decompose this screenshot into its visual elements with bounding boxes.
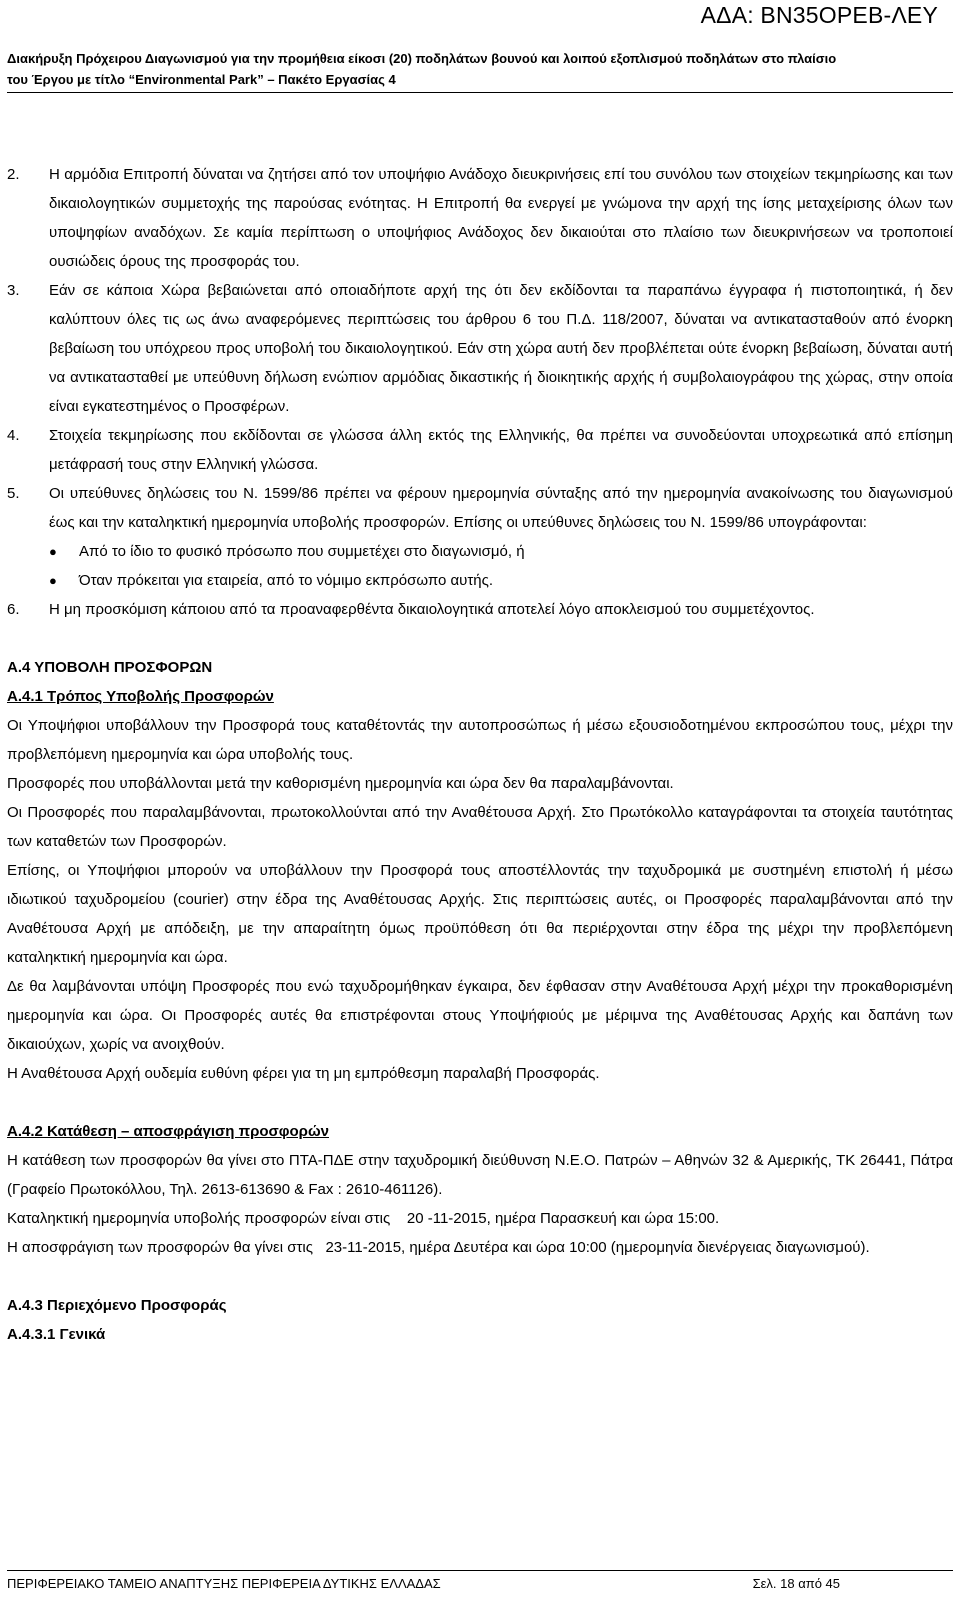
item-text: Εάν σε κάποια Χώρα βεβαιώνεται από οποιαδήποτε αρχή της ότι δεν εκδίδονται τα παραπάνω έγγραφα ή πιστοποιητικά, ή δεν καλύπτουν όλες τις ως άνω αναφερόμενες περιπτώσεις του άρθρου 6 του Π.Δ. 118/2007, δύναται να αντικατασταθούν από ένορκη βεβαίωση του υπόχρεου προς υποβολή του δικαιολογητικού. Εάν στη χώρα αυτή δεν προβλέπεται ούτε ένορκη βεβαίωση, δύναται αυτή να αντικατασταθεί με υπεύθυνη δήλωση ενώπιον αρμόδιας δικαστικής ή διοικητικής αρχής ή συμβολαιογράφου της χώρας, στην οποία είναι εγκατεστημένος ο Προσφέρων. [49,282,953,415]
bullet-icon: ● [49,544,57,559]
item-number: 2. [7,166,20,183]
paragraph: Καταληκτική ημερομηνία υποβολής προσφορών είναι στις 20 -11-2015, ημέρα Παρασκευή και ώρα 15:00. [7,1210,720,1227]
document-body [7,160,953,1349]
spacer [7,1262,953,1291]
item-number: 6. [7,601,20,618]
item-text: Η αρμόδια Επιτροπή δύναται να ζητήσει από τον υποψήφιο Ανάδοχο διευκρινήσεις επί του συνόλου των στοιχείων τεκμηρίωσης και των δικαιολογητικών συμμετοχής της παρούσας ενότητας. Η Επιτροπή θα ενεργεί με γνώμονα την αρχή της ίσης μεταχείρισης όλων των υποψηφίων αναδόχων. Σε καμία περίπτωση ο υποψήφιος Ανάδοχος δεν δικαιούται στο πλαίσιο των διευκρινήσεων να τροποποιεί ουσιώδεις όρους της προσφοράς του. [49,166,953,270]
footer-divider [7,1570,953,1571]
numbered-item [7,276,953,421]
bullet-item [7,566,953,595]
spacer [7,624,953,653]
item-text: Η μη προσκόμιση κάποιου από τα προαναφερθέντα δικαιολογητικά αποτελεί λόγο αποκλεισμού του συμμετέχοντος. [49,601,815,618]
header-title-line-2: του Έργου με τίτλο “Environmental Park” – Πακέτο Εργασίας 4 [7,72,396,87]
subsection-heading: Α.4.3 Περιεχόμενο Προσφοράς [7,1297,227,1314]
numbered-item [7,160,953,276]
subsection-heading: Α.4.1 Τρόπος Υποβολής Προσφορών [7,688,274,705]
paragraph: Η κατάθεση των προσφορών θα γίνει στο ΠΤΑ-ΠΔΕ στην ταχυδρομική διεύθυνση Ν.Ε.Ο. Πατρών – Αθηνών 32 & Αμερικής, ΤΚ 26441, Πάτρα (Γραφείο Πρωτοκόλλου, Τηλ. 2613-613690 & Fax : 2610-461126). [7,1152,953,1198]
paragraph: Οι Προσφορές που παραλαμβάνονται, πρωτοκολλούνται από την Αναθέτουσα Αρχή. Στο Πρωτόκολλο καταγράφονται τα στοιχεία ταυτότητας των καταθετών των Προσφορών. [7,804,953,850]
subsection-heading: Α.4.3.1 Γενικά [7,1326,106,1343]
numbered-item [7,479,953,537]
paragraph: Δε θα λαμβάνονται υπόψη Προσφορές που ενώ ταχυδρομήθηκαν έγκαιρα, δεν έφθασαν στην Αναθέτουσα Αρχή μέχρι την προκαθορισμένη ημερομηνία και ώρα. Οι Προσφορές αυτές θα επιστρέφονται στους Υποψήφιούς με μέριμνα της Αναθέτουσας Αρχής και δαπάνη των δικαιούχων, χωρίς να ανοιχθούν. [7,978,953,1053]
subsection-heading: Α.4.2 Κατάθεση – αποσφράγιση προσφορών [7,1123,329,1140]
document-header [7,48,953,90]
paragraph: Οι Υποψήφιοι υποβάλλουν την Προσφορά τους καταθέτοντάς την αυτοπροσώπως ή μέσω εξουσιοδοτημένου εκπροσώπου τους, μέχρι την προβλεπόμενη ημερομηνία και ώρα υποβολής τους. [7,717,953,763]
paragraph: Προσφορές που υποβάλλονται μετά την καθορισμένη ημερομηνία και ώρα δεν θα παραλαμβάνονται. [7,775,674,792]
header-title-line-1: Διακήρυξη Πρόχειρου Διαγωνισμού για την προμήθεια είκοσι (20) ποδηλάτων βουνού και λοιπού εξοπλισμού ποδηλάτων στο πλαίσιο [7,51,837,66]
bullet-icon: ● [49,573,57,588]
bullet-text: Από το ίδιο το φυσικό πρόσωπο που συμμετέχει στο διαγωνισμό, ή [79,543,525,560]
bullet-item [7,537,953,566]
bullet-text: Όταν πρόκειται για εταιρεία, από το νόμιμο εκπρόσωπο αυτής. [79,572,494,589]
numbered-item [7,595,953,624]
item-number: 5. [7,485,20,502]
header-divider [7,92,953,93]
paragraph: Επίσης, οι Υποψήφιοι μπορούν να υποβάλλουν την Προσφορά τους αποστέλλοντάς την ταχυδρομικά με συστημένη επιστολή ή μέσω ιδιωτικού ταχυδρομείου (courier) στην έδρα της Αναθέτουσας Αρχής. Στις περιπτώσεις αυτές, οι Προσφορές παραλαμβάνονται από την Αναθέτουσα Αρχή με απόδειξη, με την απαραίτητη όμως προϋπόθεση ότι θα περιέρχονται στην έδρα της μέχρι την προβλεπόμενη καταληκτική ημερομηνία και ώρα. [7,862,953,966]
item-text: Στοιχεία τεκμηρίωσης που εκδίδονται σε γλώσσα άλλη εκτός της Ελληνικής, θα πρέπει να συνοδεύονται υποχρεωτικά από επίσημη μετάφρασή τους στην Ελληνική γλώσσα. [49,427,953,473]
ada-code: ΑΔΑ: ΒΝ35ΟΡΕΒ-ΛΕΥ [700,2,938,28]
paragraph: Η αποσφράγιση των προσφορών θα γίνει στις 23-11-2015, ημέρα Δευτέρα και ώρα 10:00 (ημερομηνία διενέργειας διαγωνισμού). [7,1239,870,1256]
footer-organization: ΠΕΡΙΦΕΡΕΙΑΚΟ ΤΑΜΕΙΟ ΑΝΑΠΤΥΞΗΣ ΠΕΡΙΦΕΡΕΙΑ ΔΥΤΙΚΗΣ ΕΛΛΑΔΑΣ [7,1576,441,1591]
paragraph: Η Αναθέτουσα Αρχή ουδεμία ευθύνη φέρει για τη μη εμπρόθεσμη παραλαβή Προσφοράς. [7,1065,600,1082]
numbered-item [7,421,953,479]
item-number: 4. [7,427,20,444]
spacer [7,1088,953,1117]
page-number: Σελ. 18 από 45 [752,1576,840,1591]
item-text: Οι υπεύθυνες δηλώσεις του Ν. 1599/86 πρέπει να φέρουν ημερομηνία σύνταξης από την ημερομηνία ανακοίνωσης του διαγωνισμού έως και την καταληκτική ημερομηνία υποβολής προσφορών. Επίσης οι υπεύθυνες δηλώσεις του Ν. 1599/86 υπογράφονται: [49,485,953,531]
item-number: 3. [7,282,20,299]
section-heading: Α.4 ΥΠΟΒΟΛΗ ΠΡΟΣΦΟΡΩΝ [7,659,213,676]
